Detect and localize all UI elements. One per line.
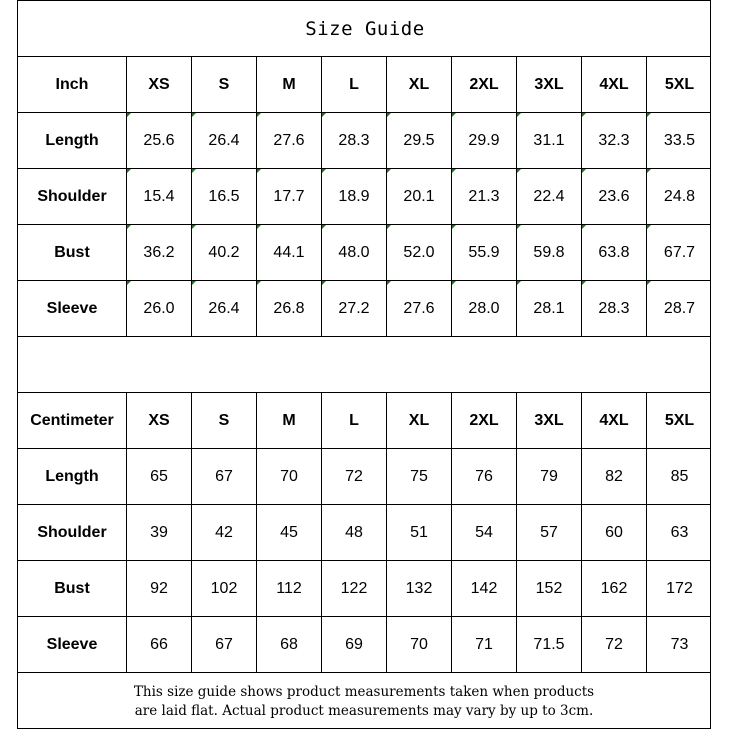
cm-measurement-cell: 162 — [582, 561, 647, 616]
cm-size-header: 3XL — [517, 393, 582, 448]
footnote-line: are laid flat. Actual product measurements may vary by up to 3cm. — [134, 702, 594, 719]
footnote — [18, 673, 710, 730]
cm-measurement-cell: 112 — [257, 561, 322, 616]
inch-measurement-cell: 28.0 — [452, 281, 517, 336]
cm-table-row — [18, 617, 710, 673]
footnote-row — [18, 673, 710, 730]
cm-table-row — [18, 561, 710, 617]
cm-row-label: Bust — [18, 561, 127, 616]
inch-measurement-cell: 18.9 — [322, 169, 387, 224]
inch-row-label: Length — [18, 113, 127, 168]
cm-size-header: XL — [387, 393, 452, 448]
cm-measurement-cell: 172 — [666, 579, 693, 597]
cm-measurement-cell: 65 — [127, 449, 192, 504]
spacer-row — [18, 337, 710, 393]
inch-measurement-cell: 63.8 — [582, 225, 647, 280]
cm-size-header: 2XL — [452, 393, 517, 448]
inch-row-label: Sleeve — [18, 281, 127, 336]
cm-row-label: Shoulder — [18, 505, 127, 560]
inch-size-header: 4XL — [582, 57, 647, 112]
inch-measurement-cell: 40.2 — [192, 225, 257, 280]
inch-row-label: Bust — [18, 225, 127, 280]
inch-measurement-cell: 17.7 — [257, 169, 322, 224]
inch-measurement-cell: 22.4 — [517, 169, 582, 224]
inch-measurement-cell: 55.9 — [452, 225, 517, 280]
cm-measurement-cell: 70 — [387, 617, 452, 672]
cm-measurement-cell: 71.5 — [517, 617, 582, 672]
inch-measurement-cell: 25.6 — [127, 113, 192, 168]
inch-table-row — [18, 225, 710, 281]
inch-row-label: Shoulder — [18, 169, 127, 224]
cm-measurement-cell: 72 — [582, 617, 647, 672]
cm-measurement-cell: 102 — [192, 561, 257, 616]
cm-row-label: Sleeve — [18, 617, 127, 672]
inch-measurement-cell: 20.1 — [387, 169, 452, 224]
inch-measurement-cell: 52.0 — [387, 225, 452, 280]
inch-measurement-cell: 27.2 — [322, 281, 387, 336]
inch-measurement-cell: 31.1 — [517, 113, 582, 168]
inch-measurement-cell: 27.6 — [257, 113, 322, 168]
inch-measurement-cell: 21.3 — [452, 169, 517, 224]
cm-header-row — [18, 393, 710, 449]
inch-measurement-cell: 29.5 — [387, 113, 452, 168]
inch-table-row — [18, 113, 710, 169]
inch-size-header: XS — [127, 57, 192, 112]
cm-unit-label: Centimeter — [18, 393, 127, 448]
inch-measurement-cell: 28.1 — [517, 281, 582, 336]
cm-measurement-cell: 72 — [322, 449, 387, 504]
inch-size-header: M — [257, 57, 322, 112]
cm-measurement-cell: 122 — [322, 561, 387, 616]
inch-size-header: XL — [387, 57, 452, 112]
cm-measurement-cell: 67 — [192, 449, 257, 504]
page-title: Size Guide — [305, 17, 425, 40]
cm-measurement-cell: 70 — [257, 449, 322, 504]
inch-measurement-cell: 29.9 — [452, 113, 517, 168]
inch-measurement-cell: 33.5 — [647, 113, 712, 168]
cm-measurement-cell: 45 — [257, 505, 322, 560]
cm-size-header: XS — [127, 393, 192, 448]
cm-measurement-cell: 66 — [127, 617, 192, 672]
inch-measurement-cell: 26.8 — [257, 281, 322, 336]
cm-measurement-cell: 57 — [517, 505, 582, 560]
cm-measurement-cell: 75 — [387, 449, 452, 504]
inch-measurement-cell: 27.6 — [387, 281, 452, 336]
inch-measurement-cell: 26.4 — [192, 281, 257, 336]
inch-measurement-cell: 32.3 — [582, 113, 647, 168]
cm-measurement-cell: 69 — [322, 617, 387, 672]
cm-size-header: 4XL — [582, 393, 647, 448]
footnote-line: This size guide shows product measurements taken when products — [133, 683, 595, 700]
cm-measurement-cell: 142 — [452, 561, 517, 616]
inch-measurement-cell: 16.5 — [192, 169, 257, 224]
inch-size-header: 2XL — [452, 57, 517, 112]
inch-size-header: 5XL — [664, 75, 695, 93]
inch-measurement-cell: 15.4 — [127, 169, 192, 224]
inch-measurement-cell: 36.2 — [127, 225, 192, 280]
cm-measurement-cell: 79 — [517, 449, 582, 504]
inch-size-header: L — [322, 57, 387, 112]
cm-measurement-cell: 71 — [452, 617, 517, 672]
title-row — [18, 1, 710, 57]
cm-measurement-cell: 73 — [670, 635, 689, 653]
inch-measurement-cell: 23.6 — [582, 169, 647, 224]
cm-size-header: S — [192, 393, 257, 448]
cm-measurement-cell: 92 — [127, 561, 192, 616]
inch-header-row — [18, 57, 710, 113]
inch-measurement-cell: 24.8 — [647, 169, 712, 224]
cm-measurement-cell: 68 — [257, 617, 322, 672]
inch-table-row — [18, 169, 710, 225]
cm-measurement-cell: 63 — [670, 523, 689, 541]
inch-measurement-cell: 67.7 — [647, 225, 712, 280]
cm-measurement-cell: 54 — [452, 505, 517, 560]
inch-measurement-cell: 28.7 — [647, 281, 712, 336]
inch-size-header: 3XL — [517, 57, 582, 112]
cm-measurement-cell: 76 — [452, 449, 517, 504]
cm-measurement-cell: 152 — [517, 561, 582, 616]
inch-size-header: S — [192, 57, 257, 112]
cm-measurement-cell: 85 — [670, 467, 689, 485]
inch-measurement-cell: 44.1 — [257, 225, 322, 280]
cm-size-header: M — [257, 393, 322, 448]
cm-table-row — [18, 505, 710, 561]
cm-row-label: Length — [18, 449, 127, 504]
cm-measurement-cell: 132 — [387, 561, 452, 616]
cm-measurement-cell: 60 — [582, 505, 647, 560]
inch-measurement-cell: 28.3 — [322, 113, 387, 168]
inch-measurement-cell: 48.0 — [322, 225, 387, 280]
cm-table-row — [18, 449, 710, 505]
cm-measurement-cell: 51 — [387, 505, 452, 560]
inch-measurement-cell: 28.3 — [582, 281, 647, 336]
cm-size-header: L — [322, 393, 387, 448]
inch-measurement-cell: 59.8 — [517, 225, 582, 280]
cm-measurement-cell: 39 — [127, 505, 192, 560]
inch-table-row — [18, 281, 710, 337]
inch-measurement-cell: 26.0 — [127, 281, 192, 336]
size-guide-table — [17, 0, 711, 729]
cm-measurement-cell: 42 — [192, 505, 257, 560]
cm-size-header: 5XL — [664, 411, 695, 429]
cm-measurement-cell: 67 — [192, 617, 257, 672]
cm-measurement-cell: 48 — [322, 505, 387, 560]
inch-measurement-cell: 26.4 — [192, 113, 257, 168]
cm-measurement-cell: 82 — [582, 449, 647, 504]
inch-unit-label: Inch — [18, 57, 127, 112]
